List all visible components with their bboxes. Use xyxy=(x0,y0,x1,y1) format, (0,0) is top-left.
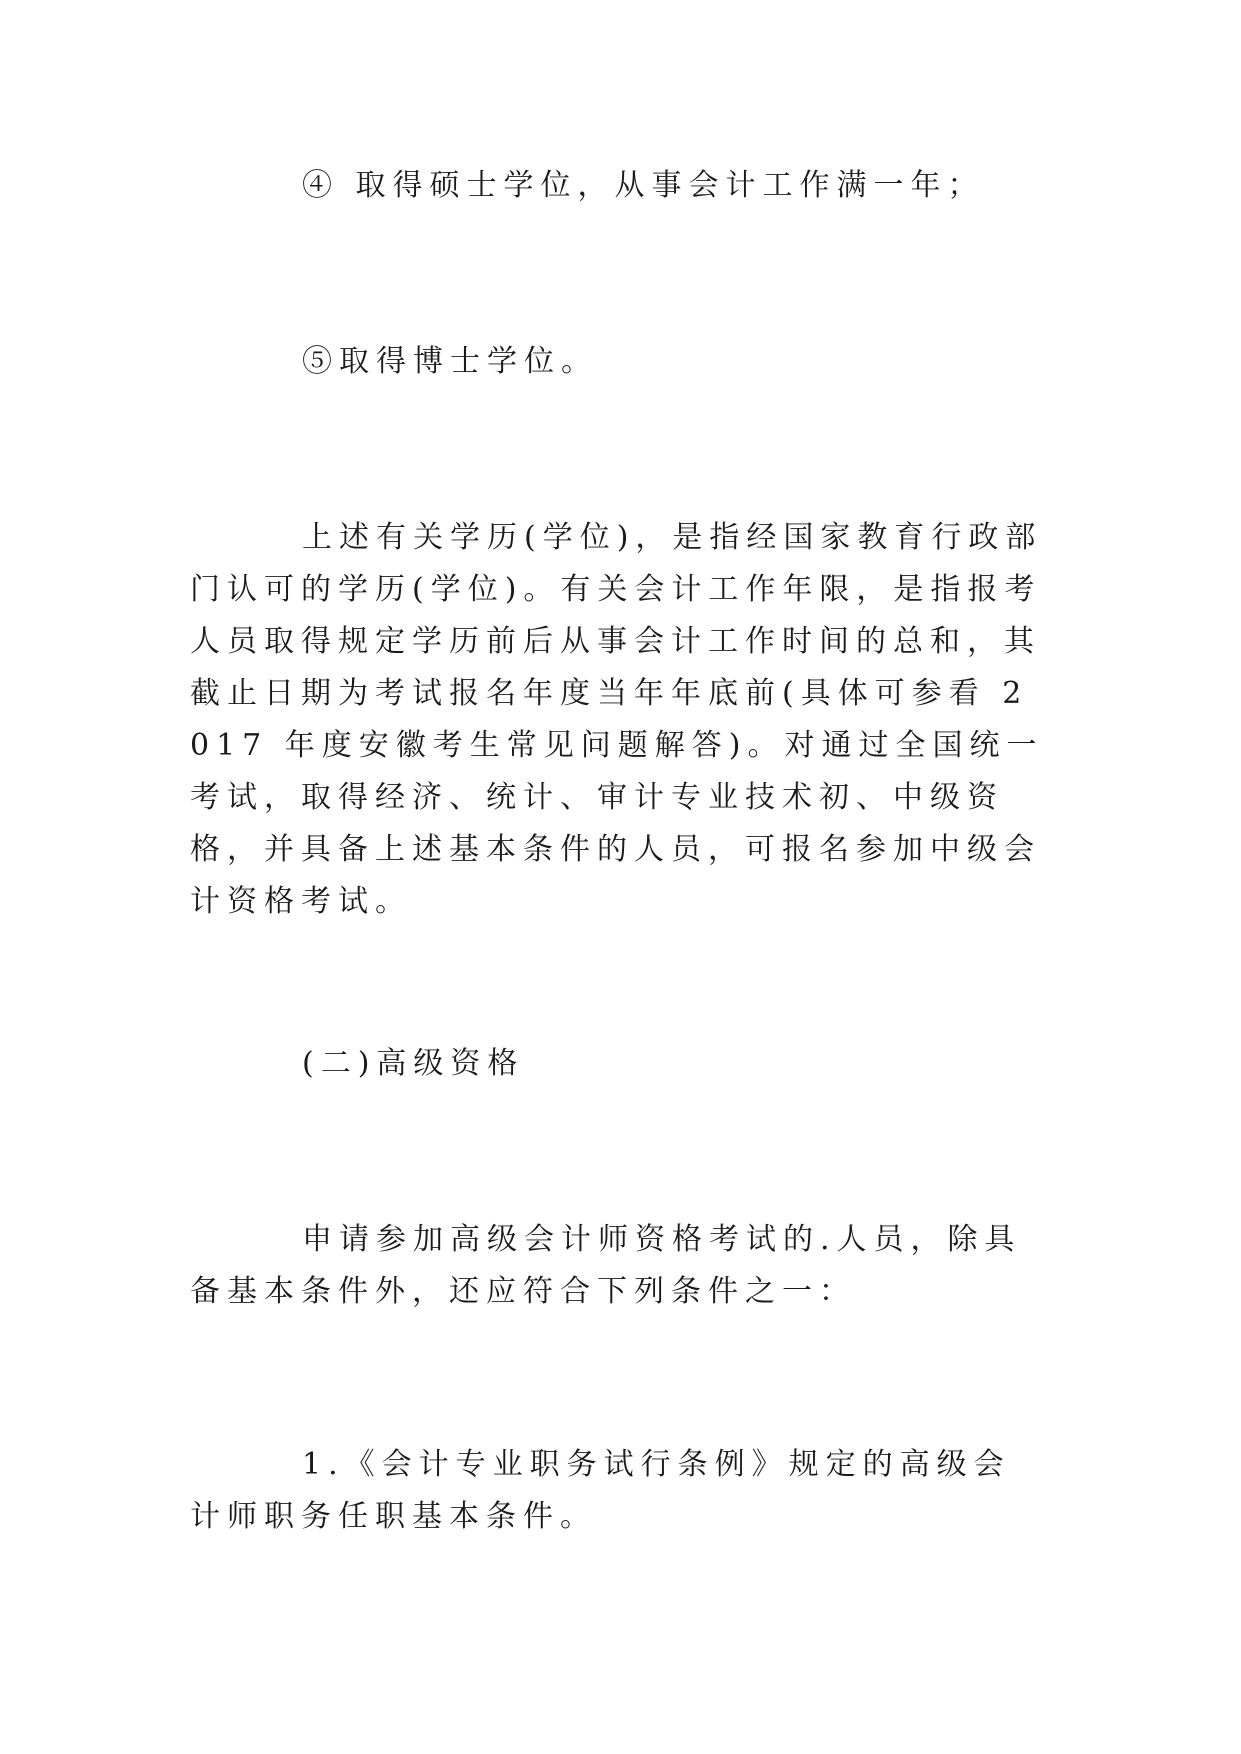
section-heading-senior-qualification: (二)高级资格 xyxy=(302,1046,525,1081)
paragraph-condition-4: ④ 取得硕士学位，从事会计工作满一年； xyxy=(302,168,985,203)
paragraph-education-explanation: 上述有关学历(学位)，是指经国家教育行政部门认可的学历(学位)。有关会计工作年限，是指报考人员取得规定学历前后从事会计工作时间的总和，其截止日期为考试报名年度当年年底前(具体可参看 2017 年度安徽考生常见问题解答)。对通过全国统一考试，取得经济、统计、审计专业技术初、中级资格，并具备上述基本条件的人员，可报名参加中级会计资格考试。 xyxy=(190,520,1044,919)
paragraph-condition-1: 1.《会计专业职务试行条例》规定的高级会计师职务任职基本条件。 xyxy=(190,1447,1011,1534)
paragraph-condition-5: ⑤取得博士学位。 xyxy=(302,344,598,379)
paragraph-senior-requirements: 申请参加高级会计师资格考试的.人员，除具备基本条件外，还应符合下列条件之一： xyxy=(190,1222,1022,1309)
